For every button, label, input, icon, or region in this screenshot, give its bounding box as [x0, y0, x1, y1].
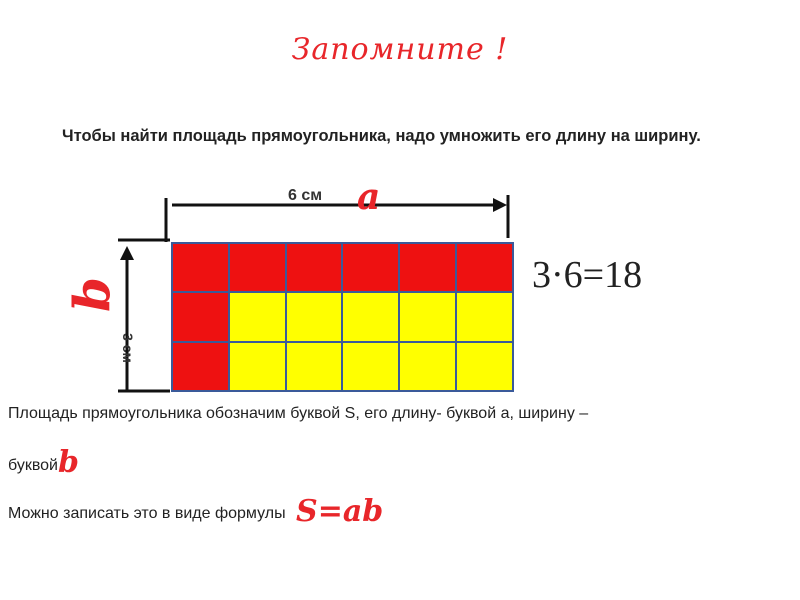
grid-cell-r1-c4 [343, 244, 398, 291]
grid-cell-r2-c2 [230, 293, 285, 340]
rectangle-grid [171, 242, 514, 392]
grid-cell-r2-c1 [173, 293, 228, 340]
area-formula: S=ab [296, 494, 384, 529]
rule-text: Чтобы найти площадь прямоугольника, надо умножить его длину на ширину. [62, 127, 701, 145]
explanation-line-2-prefix: буквой [8, 457, 58, 474]
width-label: 3 см [120, 333, 136, 363]
explanation-line-3 [8, 494, 383, 529]
letter-a: a [357, 176, 381, 218]
grid-cell-r3-c2 [230, 343, 285, 390]
grid-cell-r1-c6 [457, 244, 512, 291]
letter-b: b [62, 277, 122, 312]
grid-cell-r2-c4 [343, 293, 398, 340]
product-formula: 3·6=18 [532, 254, 643, 296]
page-title: Запомните ! [291, 32, 509, 67]
inline-letter-b: b [57, 445, 79, 480]
grid-cell-r3-c5 [400, 343, 455, 390]
grid-cell-r3-c3 [287, 343, 342, 390]
grid-cell-r2-c6 [457, 293, 512, 340]
grid-cell-r2-c3 [287, 293, 342, 340]
grid-cell-r1-c2 [230, 244, 285, 291]
grid-cell-r1-c1 [173, 244, 228, 291]
explanation-line-3-prefix: Можно записать это в виде формулы [8, 505, 291, 522]
grid-cell-r3-c6 [457, 343, 512, 390]
grid-cell-r3-c1 [173, 343, 228, 390]
explanation-line-2 [8, 445, 79, 480]
grid-cell-r1-c5 [400, 244, 455, 291]
grid-cell-r2-c5 [400, 293, 455, 340]
grid-cell-r1-c3 [287, 244, 342, 291]
explanation-line-1: Площадь прямоугольника обозначим буквой S, его длину- буквой а, ширину – [8, 405, 589, 422]
grid-cell-r3-c4 [343, 343, 398, 390]
length-label: 6 см [288, 187, 323, 204]
